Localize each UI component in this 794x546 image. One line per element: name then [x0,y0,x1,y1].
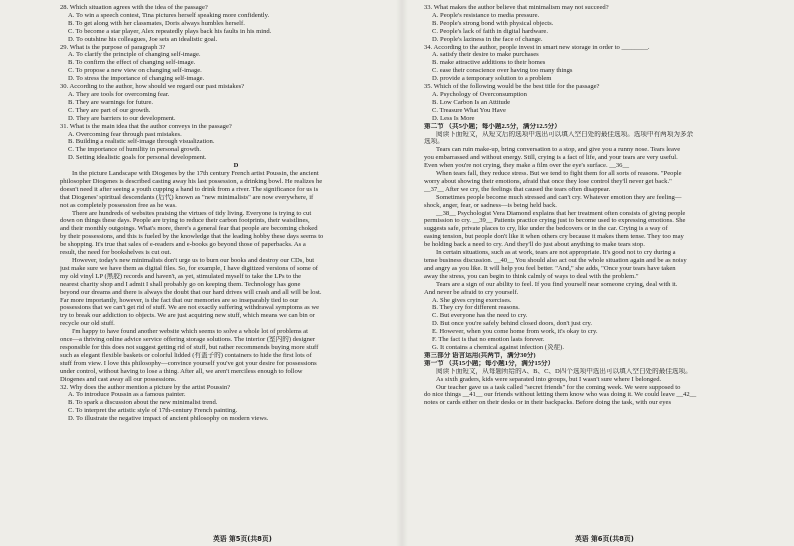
right-page-text-line: A. satisfy their desire to make purchases [432,51,539,59]
left-page-text-line: nearest charity shop and I admit I shall probably go on keeping them. Technology has gone [60,280,301,288]
right-page-text-line: C. But everyone has the need to cry. [432,312,528,320]
left-page-text-line: responsible for this does not suggest getting rid of stuff, but rather recommends buying more stuff [60,343,319,351]
left-page-text-line: C. To interpret the artistic style of 17th-century French painting. [68,407,238,415]
left-page [60,4,412,526]
right-page-text-line: Tears can ruin make-up, bring conversation to a stop, and give you a runny nose. Tears leave [436,146,681,154]
left-page-text-line: B. To confirm the effect of changing self-image. [68,59,196,67]
right-page-text-line: And never be afraid to cry yourself. [424,288,519,296]
right-page-text-line: do nice things __41__ our friends without letting them know who was doing it. We could leave __42__ [424,391,697,399]
right-page-text-line: 第三部分 语言运用(共两节，满分30分) [424,351,536,359]
left-page-text-line: not as completely possession free as he was. [60,201,177,209]
left-page-text-line: under control, without having to lose a thing. After all, we aren't merciless enough to follow [60,367,303,375]
right-page-text-line: 第一节 （共15小题；每小题1分，满分15分） [424,359,555,367]
right-page-text-line: D. But once you're safely behind closed doors, don't just cry. [432,320,592,328]
left-page-text-line: my old vinyl LP (黑胶) records and haven't, as yet, stimulated myself to take the LPs to the [60,272,302,280]
right-page-text-line: F. The fact is that no emotion lasts forever. [432,336,545,344]
left-page-text-line: A. To clarify the principle of changing self-image. [68,51,201,59]
left-page-text-line: C. To propose a new view on changing self-image. [68,67,202,75]
left-page-text-line: recycle our old stuff. [60,320,115,328]
left-page-text-line: such as elegant flexible baskets or colorful lidded (有盖子的) containers to hide the first lots of [60,351,312,359]
left-page-text-line: result, the need for bookshelves is cut out. [60,249,172,257]
left-page-text-line: just make sure we have them as digital files. So, for example, I have digitized versions of some of [60,264,319,272]
left-page-text-line: D [233,162,239,170]
left-page-text-line: In the picture Landscape with Diogenes by the 17th century French artist Poussin, the ancient [72,170,319,178]
left-page-text-line: 28. Which situation agrees with the idea of the passage? [60,4,208,11]
right-page-text-line: __38__ Psychologist Vera Diamond explains that her treatment often consists of giving people [436,209,686,217]
left-page-text-line: once—a thriving online advice service offering storage solutions. The interior (室内的) designer [60,336,316,344]
left-page-text-line: 29. What is the purpose of paragraph 3? [60,43,166,51]
left-page-text-line: 32. Why does the author mention a picture by the artist Poussin? [60,383,231,391]
right-page [424,4,784,526]
left-page-text-line: I'm happy to have found another website which seems to solve a whole lot of problems at [72,328,308,336]
left-page-text-line: philosopher Diogenes is described casting away his last possession, a drinking bowl. He realizes he [60,177,323,185]
right-page-text-line: D. provide a temporary solution to a problem [432,75,552,83]
left-page-text-line: D. Setting idealistic goals for personal development. [68,154,207,162]
right-page-text-line: 阅读下面短文，从短文后的选项中选出可以填入空白处的最佳选项。选项中有两项为多余 [436,130,694,138]
right-page-text-line: __37__ After we cry, the feelings that caused the tears often disappear. [424,185,611,193]
right-page-text-line: easing tension, but people don't like it when others cry because it makes them tense. They too may [424,233,684,241]
left-page-text-line: D. They are barriers to our development. [68,114,176,122]
right-page-text-line: 选项。 [424,138,444,146]
right-page-text-line: away the stress, you can begin to think calmly of ways to deal with the problem." [424,272,639,280]
left-page-text-line: A. They are tools for overcoming fear. [68,90,170,98]
left-page-text-line: B. Building a realistic self-image through visualization. [68,138,215,146]
right-page-text-line: As sixth graders, kids were separated into groups, but I wasn't sure where I belonged. [436,375,662,383]
left-page-text-line: 31. What is the main idea that the author conveys in the passage? [60,122,232,130]
left-page-text-line: Far more importantly, however, is the fact that our memories are so inseparably tied to our [60,296,299,304]
right-page-text-line: G. It contains a chemical against infection (炎症). [432,343,565,351]
left-page-text-line: stuff from view. I love this philosophy—convince yourself you've got your desire for possessions [60,359,317,367]
right-page-text-line: When tears fall, they reduce stress. But we tend to fight them for all sorts of reasons. "People [436,170,682,178]
left-page-text-line: A. Overcoming fear through past mistakes. [68,130,182,138]
right-page-text-line: permission to cry. __39__ Patients practice crying just to become used to expressing emotions. She [424,217,686,225]
left-page-text-line: C. The importance of humility in personal growth. [68,146,202,154]
right-page-text-line: B. Low Carbon Is an Attitude [432,98,511,106]
right-page-text-line: A. Psychology of Overconsumption [432,90,527,98]
right-page-text-line: Even when you're not crying, they make a film over the eye's surface. __36__ [424,162,630,170]
left-page-text-line: D. To outshine his colleagues, Joe sets an idealistic goal. [68,35,218,43]
left-page-text-line: However, today's new minimalists don't urge us to burn our books and destroy our CDs, but [72,257,315,264]
right-page-text-line: 第二节 （共5小题；每小题2.5分，满分12.5分） [424,122,561,130]
right-page-text-line: notes or cards either on their desks or in their backpacks. Before doing the task, with our eyes [424,399,672,407]
page-footer-right: 英语 第6页(共8页) [575,535,634,543]
right-page-text-line: shock, anger, fear, or sadness—is being held back. [424,201,557,209]
left-page-text-line: A. To win a speech contest, Tina pictures herself speaking more confidently. [68,11,270,19]
left-page-text-line: 30. According to the author, how should we regard our past mistakes? [60,83,245,91]
right-page-text-line: 34. According to the author, people invest in smart new storage in order to ________. [424,43,650,51]
left-page-text-line: be shopping. It's true that sales of e-readers and e-books go beyond those of paperbacks. As a [60,241,306,249]
left-page-text-line: C. They are part of our growth. [68,106,151,114]
left-page-text-line: D. To stress the importance of changing self-image. [68,75,205,83]
right-page-text-line: B. make attractive additions to their homes [432,59,546,67]
left-page-text-line: D. To illustrate the negative impact of ancient philosophy on modern views. [68,415,269,423]
left-page-text-line: that Diogenes' spiritual descendants (后代) known as "new minimalists" are now everywhere, if [60,193,314,201]
right-page-text-line: C. Treasure What You Have [432,106,506,114]
right-page-text-line: and angry as you like. It will help you feel better. "And," she adds, "Once your tears have taken [424,264,676,272]
right-page-text-line: Sometimes people become much stressed and can't cry. Whatever emotion they are feeling— [436,193,682,201]
right-page-text-line: tense business discussion. __40__ You should also act out the whole situation again and be as noisy [424,257,687,264]
right-page-text-line: In certain situations, such as at work, tears are not appropriate. It's good not to cry during a [436,249,676,257]
left-page-text-line: and their monthly outgoings. What's more, there's a general fear that people are becoming choked [60,225,318,233]
left-page-text-line: There are hundreds of websites praising the virtues of tidy living. Everyone is trying to cut [72,209,312,217]
right-page-text-line: B. They cry for different reasons. [432,304,520,312]
left-page-text-line: by their possessions, and this is fueled by the knowledge that the leading hobby these days seems to [60,233,324,241]
left-page-text-line: Diogenes and cast away all our possessions. [60,375,177,383]
right-page-text-line: Tears are a sign of our ability to feel. If you find yourself near someone crying, deal with it. [436,280,678,288]
right-page-text-line: C. People's lack of faith in digital hardware. [432,27,548,35]
left-page-text-line: doesn't need it after seeing a youth cupping a hand to drink from a river. The significance for us is [60,185,319,193]
right-page-text-line: be holding back a need to cry. And they'll do just about anything to make tears stop. [424,241,645,249]
left-page-text-line: B. They are warnings for future. [68,98,154,106]
right-page-text-line: Our teacher gave us a task called "secret friends" for the coming week. We were supposed to [436,383,681,391]
left-page-text-line: B. To get along with her classmates, Doris always humbles herself. [68,19,245,27]
left-page-text-line: try to break our addiction to objects. We are just acquiring new stuff, which means we can bin or [60,312,315,320]
right-page-text-line: E. However, when you come home from work, it's okay to cry. [432,328,598,336]
right-page-text-line: 阅读下面短文，从每题所给的A、B、C、D四个选项中选出可以填入空白处的最佳选项。 [436,367,692,375]
right-page-text-line: A. She gives crying exercises. [432,296,512,304]
right-page-text-line: A. People's resistance to media pressure. [432,11,540,19]
right-page-text-line: worry about showing their emotions, afraid that once they lose control they'll never get back." [424,177,672,185]
right-page-text-line: B. People's strong bond with physical objects. [432,19,554,27]
page-footer-left: 英语 第5页(共8页) [213,535,272,543]
left-page-text-line: B. To spark a discussion about the new minimalist trend. [68,399,218,407]
right-page-text-line: suggests safe, private places to cry, like under the bedcovers or in the car. Crying is a way of [424,225,668,233]
right-page-text-line: you embarrassed and without energy. Still, crying is a fact of life, and your tears are very useful. [424,154,678,162]
right-page-text-line: 33. What makes the author believe that minimalism may not succeed? [424,4,609,11]
left-page-text-line: A. To introduce Poussin as a famous painter. [68,391,186,399]
left-page-text-line: beyond our dreams and there is always the doubt that our hard drives will crash and all will be lost. [60,288,322,296]
right-page-text-line: 35. Which of the following would be the best title for the passage? [424,83,600,91]
right-page-text-line: C. ease their conscience over having too many things [432,67,573,75]
left-page-text-line: down on things these days. People are trying to reduce their carbon footprints, their waistlines, [60,217,310,225]
left-page-text-line: C. To become a star player, Alex repeatedly plays back his faults in his mind. [68,27,272,35]
left-page-text-line: possessions that we can't get rid of stuff. We are not exactly suffering withdrawal symptoms as we [60,304,320,312]
right-page-text-line: D. People's laziness in the face of change. [432,35,543,43]
right-page-text-line: D. Less Is More [432,114,475,122]
